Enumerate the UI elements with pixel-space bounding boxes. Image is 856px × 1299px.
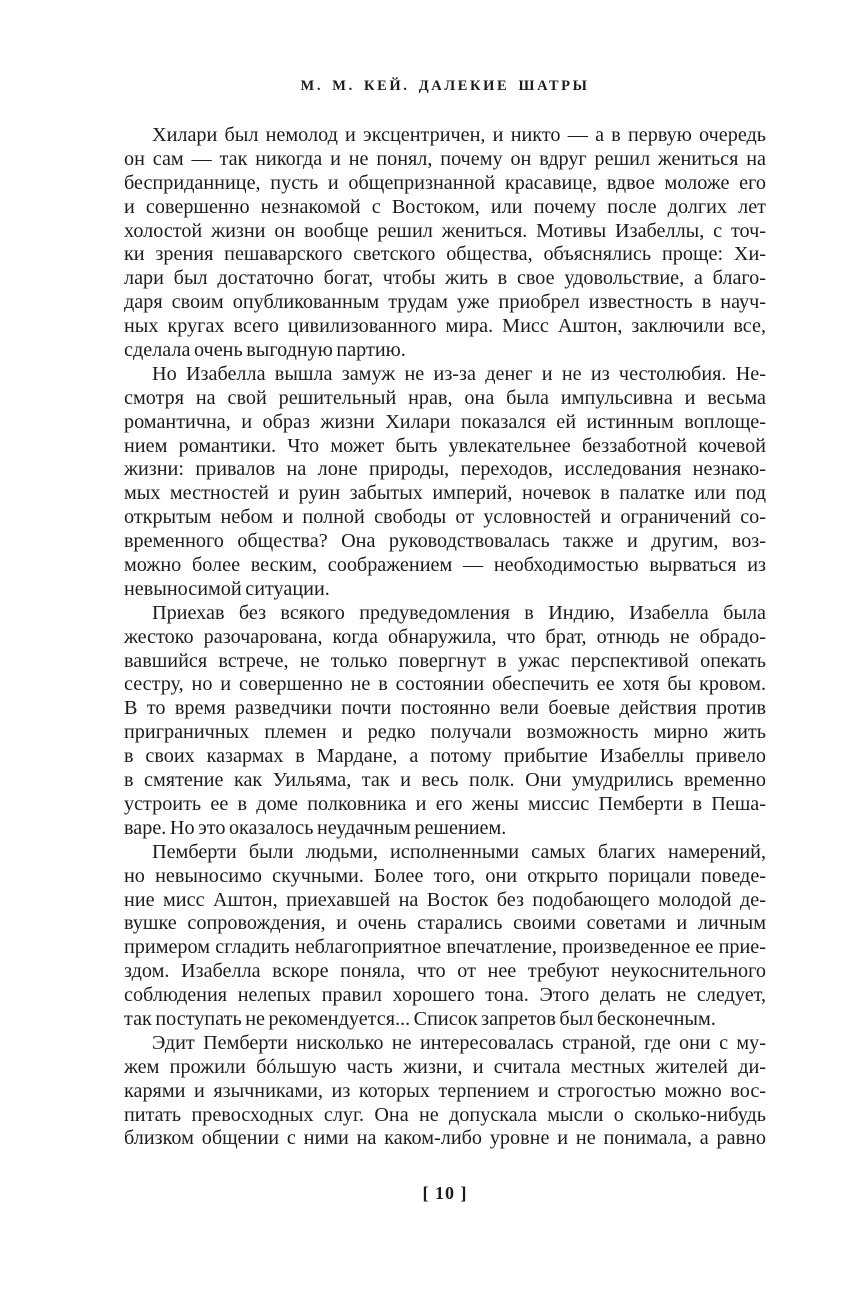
text-line: примером сгладить неблагоприятное впечатление, произведенное ее прие- bbox=[124, 936, 766, 959]
paragraph bbox=[124, 841, 766, 1032]
text-line: В то время разведчики почти постоянно вели боевые действия против bbox=[124, 697, 766, 720]
text-line: сделала очень выгодную партию. bbox=[124, 339, 406, 362]
paragraph bbox=[124, 602, 766, 841]
text-line: жестоко разочарована, когда обнаружила, что брат, отнюдь не обрадо- bbox=[124, 625, 766, 648]
text-line: Эдит Пемберти нисколько не интересовалась страной, где они с му- bbox=[152, 1031, 766, 1054]
running-head: М. М. КЕЙ. ДАЛЕКИЕ ШАТРЫ bbox=[300, 78, 590, 94]
text-line: так поступать не рекомендуется... Список запретов был бесконечным. bbox=[124, 1007, 716, 1030]
paragraph bbox=[124, 124, 766, 363]
text-line: Пемберти были людьми, исполненными самых благих намерений, bbox=[152, 840, 766, 863]
text-line: можно более веским, соображением — необходимостью вырваться из bbox=[124, 554, 766, 577]
text-line: Но Изабелла вышла замуж не из-за денег и не из честолюбия. Не- bbox=[152, 362, 766, 385]
text-line: Приехав без всякого предуведомления в Индию, Изабелла была bbox=[152, 601, 766, 624]
body-text bbox=[124, 124, 766, 1151]
text-line: вавшийся встрече, не только повергнут в ужас перспективой опекать bbox=[124, 649, 766, 672]
text-line: вушке сопровождения, и очень старались своими советами и личным bbox=[124, 912, 766, 935]
text-line: близком общении с ними на каком-либо уровне и не понимала, а равно bbox=[124, 1127, 766, 1150]
text-line: жизни: привалов на лоне природы, переходов, исследования незнако- bbox=[124, 458, 766, 481]
text-line: ние мисс Аштон, приехавшей на Восток без подобающего молодой де- bbox=[124, 888, 766, 911]
text-line: нием романтики. Что может быть увлекательнее беззаботной кочевой bbox=[124, 434, 766, 457]
text-line: соблюдения нелепых правил хорошего тона. Этого делать не следует, bbox=[124, 984, 766, 1007]
text-line: он сам — так никогда и не понял, почему он вдруг решил жениться на bbox=[124, 147, 766, 170]
text-line: смотря на свой решительный нрав, она была импульсивна и весьма bbox=[124, 386, 766, 409]
text-line: лари был достаточно богат, чтобы жить в свое удовольствие, а благо- bbox=[124, 267, 766, 290]
text-line: в смятение как Уильяма, так и весь полк. Они умудрились временно bbox=[124, 769, 766, 792]
text-line: открытым небом и полной свободы от условностей и ограничений со- bbox=[124, 506, 766, 529]
text-line: романтична, и образ жизни Хилари показался ей истинным воплоще- bbox=[124, 410, 766, 433]
text-line: бесприданнице, пусть и общепризнанной красавице, вдвое моложе его bbox=[124, 171, 766, 194]
text-line: временного общества? Она руководствовалась также и другим, воз- bbox=[124, 530, 766, 553]
text-line: ных кругах всего цивилизованного мира. Мисс Аштон, заключили все, bbox=[124, 315, 766, 338]
text-line: но невыносимо скучными. Более того, они открыто порицали поведе- bbox=[124, 864, 766, 887]
text-line: мых местностей и руин забытых империй, ночевок в палатке или под bbox=[124, 482, 766, 505]
text-line: приграничных племен и редко получали возможность мирно жить bbox=[124, 721, 766, 744]
text-line: даря своим опубликованным трудам уже приобрел известность в науч- bbox=[124, 291, 766, 314]
text-line: ки зрения пешаварского светского общества, объяснялись проще: Хи- bbox=[124, 243, 766, 266]
page-number: [ 10 ] bbox=[422, 1183, 468, 1203]
paragraph bbox=[124, 1032, 766, 1151]
text-line: карями и язычниками, из которых терпением и строгостью можно вос- bbox=[124, 1079, 766, 1102]
text-line: здом. Изабелла вскоре поняла, что от нее требуют неукоснительного bbox=[124, 960, 766, 983]
text-line: питать превосходных слуг. Она не допускала мысли о сколько-нибудь bbox=[124, 1103, 766, 1126]
text-line: устроить ее в доме полковника и его жены миссис Пемберти в Пеша- bbox=[124, 792, 766, 815]
paragraph bbox=[124, 363, 766, 602]
text-line: варе. Но это оказалось неудачным решением. bbox=[124, 816, 507, 839]
text-line: невыносимой ситуации. bbox=[124, 577, 330, 600]
book-page bbox=[124, 0, 766, 1299]
text-line: холостой жизни он вообще решил жениться. Мотивы Изабеллы, с точ- bbox=[124, 219, 766, 242]
text-line: Хилари был немолод и эксцентричен, и никто — а в первую очередь bbox=[152, 124, 766, 146]
text-line: сестру, но и совершенно не в состоянии обеспечить ее хотя бы кровом. bbox=[124, 673, 766, 696]
text-line: в своих казармах в Мардане, а потому прибытие Изабеллы привело bbox=[124, 745, 766, 768]
text-line: жем прожили бóльшую часть жизни, и считала местных жителей ди- bbox=[124, 1055, 766, 1078]
text-line: и совершенно незнакомой с Востоком, или почему после долгих лет bbox=[124, 195, 766, 218]
